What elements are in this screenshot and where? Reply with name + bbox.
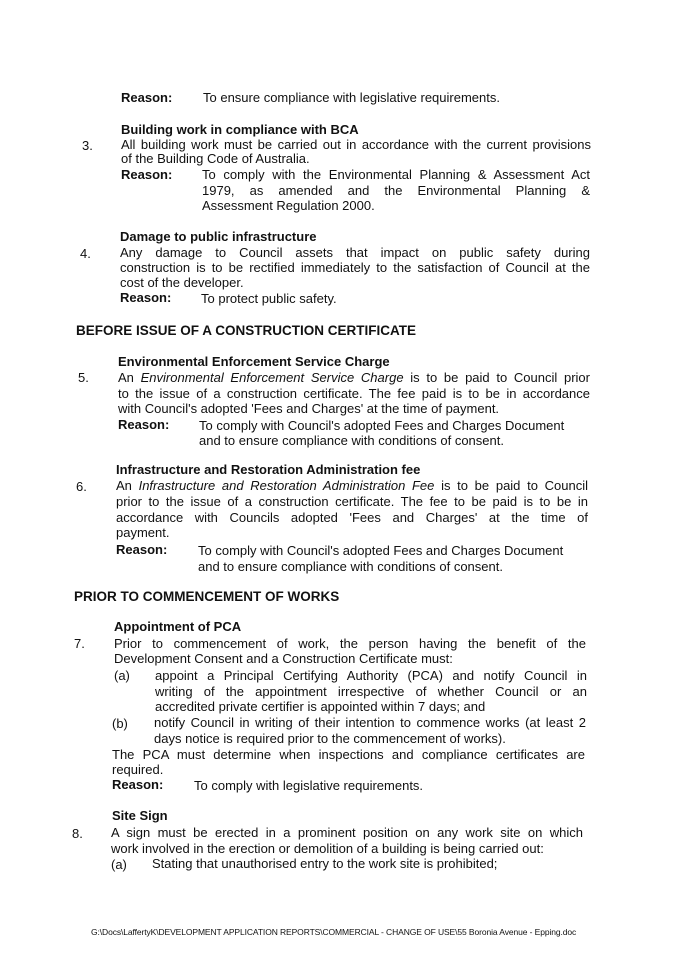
condition-text-line: to the issue of a construction certificate. The fee paid is to be in accordance: [118, 386, 590, 401]
condition-text-line: of the Building Code of Australia.: [121, 151, 310, 166]
condition-text-line: An Environmental Enforcement Service Charge is to be paid to Council prior: [118, 370, 590, 385]
condition-text-line: work involved in the erection or demolition of a building is being carried out:: [111, 841, 544, 856]
condition-text-line: The PCA must determine when inspections and compliance certificates are: [112, 747, 585, 762]
reason-label: Reason:: [121, 90, 173, 105]
reason-label: Reason:: [120, 290, 172, 305]
list-item-marker: (a): [111, 857, 127, 872]
list-item-line: accredited private certifier is appointed within 7 days; and: [155, 699, 486, 714]
reason-text: To protect public safety.: [201, 291, 337, 306]
reason-label: Reason:: [112, 777, 164, 792]
condition-heading: Environmental Enforcement Service Charge: [118, 354, 390, 369]
condition-number: 7.: [74, 636, 85, 651]
reason-text-line: To comply with Council's adopted Fees and Charges Document: [199, 418, 565, 433]
condition-number: 5.: [78, 370, 89, 385]
condition-text-line: cost of the developer.: [120, 275, 244, 290]
reason-text-line: Assessment Regulation 2000.: [202, 198, 375, 213]
reason-label: Reason:: [118, 417, 170, 432]
footer-file-path: G:\Docs\LaffertyK\DEVELOPMENT APPLICATION REPORTS\COMMERCIAL - CHANGE OF USE\55 Boronia Avenue - Epping.doc: [91, 927, 577, 937]
list-item-line: appoint a Principal Certifying Authority (PCA) and notify Council in: [155, 668, 587, 683]
reason-text: To comply with legislative requirements.: [194, 778, 424, 793]
reason-text-line: To comply with the Environmental Planning & Assessment Act: [202, 167, 590, 182]
condition-number: 6.: [76, 479, 87, 494]
section-heading: BEFORE ISSUE OF A CONSTRUCTION CERTIFICATE: [76, 323, 417, 338]
reason-text-line: and to ensure compliance with conditions of consent.: [198, 559, 503, 574]
condition-text-line: construction is to be rectified immediately to the satisfaction of Council at the: [120, 260, 590, 275]
condition-number: 4.: [80, 246, 91, 261]
list-item-marker: (b): [112, 716, 128, 731]
list-item-line: Stating that unauthorised entry to the work site is prohibited;: [152, 856, 498, 871]
reason-text-line: and to ensure compliance with conditions of consent.: [199, 433, 504, 448]
condition-text-line: accordance with Councils adopted 'Fees and Charges' at the time of: [116, 510, 588, 525]
condition-heading: Infrastructure and Restoration Administration fee: [116, 462, 421, 477]
condition-text-line: All building work must be carried out in accordance with the current provisions: [121, 137, 591, 152]
condition-text-line: required.: [112, 762, 164, 777]
list-item-line: days notice is required prior to the commencement of works).: [154, 731, 506, 746]
list-item-line: notify Council in writing of their intention to commence works (at least 2: [154, 715, 586, 730]
reason-text-line: 1979, as amended and the Environmental Planning &: [202, 183, 590, 198]
reason-text-line: To comply with Council's adopted Fees and Charges Document: [198, 543, 564, 558]
condition-text-line: An Infrastructure and Restoration Administration Fee is to be paid to Council: [116, 478, 588, 493]
list-item-marker: (a): [114, 668, 130, 683]
condition-heading: Appointment of PCA: [114, 619, 242, 634]
condition-text-line: with Council's adopted 'Fees and Charges' at the time of payment.: [118, 401, 500, 416]
condition-text-line: A sign must be erected in a prominent position on any work site on which: [111, 825, 583, 840]
condition-text-line: payment.: [116, 525, 170, 540]
condition-heading: Site Sign: [112, 808, 168, 823]
reason-label: Reason:: [116, 542, 168, 557]
condition-text-line: Prior to commencement of work, the person having the benefit of the: [114, 636, 586, 651]
reason-text: To ensure compliance with legislative requirements.: [203, 90, 500, 105]
condition-number: 3.: [82, 138, 93, 153]
condition-text-line: Any damage to Council assets that impact on public safety during: [120, 245, 590, 260]
condition-text-line: prior to the issue of a construction certificate. The fee to be paid is to be in: [116, 494, 588, 509]
condition-heading: Damage to public infrastructure: [120, 229, 317, 244]
reason-label: Reason:: [121, 167, 173, 182]
condition-number: 8.: [72, 826, 83, 841]
section-heading: PRIOR TO COMMENCEMENT OF WORKS: [74, 589, 340, 604]
list-item-line: writing of the appointment irrespective of whether Council or an: [155, 684, 587, 699]
condition-heading: Building work in compliance with BCA: [121, 122, 359, 137]
condition-text-line: Development Consent and a Construction Certificate must:: [114, 651, 453, 666]
